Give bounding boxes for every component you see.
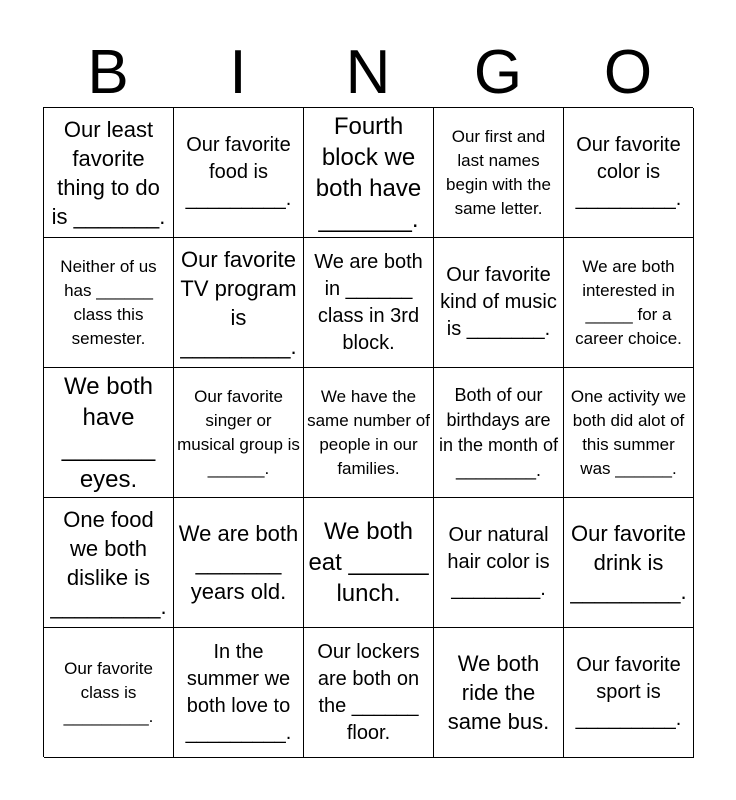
bingo-square[interactable] — [564, 628, 694, 758]
square-text: Our favorite sport is _________. — [575, 654, 682, 730]
square-text: Our favorite singer or musical group is ______. — [177, 386, 300, 478]
bingo-square[interactable] — [44, 628, 174, 758]
bingo-square[interactable] — [304, 498, 434, 628]
square-text: We both eat ______ lunch. — [308, 518, 429, 607]
square-text: We are both _______ years old. — [178, 521, 299, 604]
square-text: Our favorite kind of music is _______. — [440, 264, 557, 340]
bingo-square[interactable] — [174, 108, 304, 238]
square-text: We are both interested in _____ for a career choice. — [575, 256, 682, 348]
square-text: Our favorite TV program is _________. — [180, 246, 297, 359]
bingo-square[interactable] — [174, 498, 304, 628]
square-text: One activity we both did alot of this summer was ______. — [570, 386, 687, 478]
square-text: One food we both dislike is _________. — [50, 506, 167, 619]
square-text: Our favorite class is _________. — [63, 658, 154, 726]
bingo-square[interactable] — [304, 368, 434, 498]
bingo-square[interactable] — [304, 238, 434, 368]
square-text: Neither of us has ______ class this semester. — [60, 256, 157, 348]
title-letter-i: I — [229, 38, 247, 107]
bingo-square[interactable] — [174, 628, 304, 758]
square-text: Fourth block we both have _______. — [315, 112, 422, 233]
bingo-card-grid — [43, 107, 693, 757]
title-letter-b: B — [87, 38, 129, 107]
bingo-square[interactable] — [44, 108, 174, 238]
bingo-square[interactable] — [434, 108, 564, 238]
square-text: Our favorite food is _________. — [185, 134, 292, 210]
bingo-square[interactable] — [44, 498, 174, 628]
bingo-square[interactable] — [564, 368, 694, 498]
square-text: We have the same number of people in our families. — [307, 386, 430, 478]
bingo-square[interactable] — [434, 628, 564, 758]
bingo-square[interactable] — [434, 238, 564, 368]
square-text: Our first and last names begin with the same letter. — [446, 126, 551, 218]
title-letter-n: N — [345, 38, 391, 107]
square-text: In the summer we both love to _________. — [185, 640, 292, 744]
bingo-square[interactable] — [564, 238, 694, 368]
bingo-square[interactable] — [304, 108, 434, 238]
bingo-title — [43, 40, 693, 106]
square-text: We both have _______ eyes. — [61, 372, 156, 493]
bingo-square[interactable] — [564, 108, 694, 238]
bingo-square[interactable] — [44, 368, 174, 498]
square-text: Our least favorite thing to do is _______. — [51, 116, 166, 229]
square-text: Our favorite drink is _________. — [570, 521, 687, 604]
square-text: Both of our birthdays are in the month of ________. — [438, 384, 559, 480]
bingo-square[interactable] — [434, 498, 564, 628]
title-letter-o: O — [603, 38, 653, 107]
square-text: Our lockers are both on the ______ floor. — [317, 640, 420, 744]
bingo-square[interactable] — [564, 498, 694, 628]
bingo-square[interactable] — [304, 628, 434, 758]
bingo-square[interactable] — [174, 368, 304, 498]
square-text: Our favorite color is _________. — [575, 134, 682, 210]
square-text: We both ride the same bus. — [447, 651, 550, 734]
bingo-square[interactable] — [174, 238, 304, 368]
title-letter-g: G — [473, 38, 523, 107]
bingo-square[interactable] — [434, 368, 564, 498]
square-text: Our natural hair color is ________. — [447, 524, 550, 600]
square-text: We are both in ______ class in 3rd block. — [314, 250, 423, 354]
bingo-square[interactable] — [44, 238, 174, 368]
